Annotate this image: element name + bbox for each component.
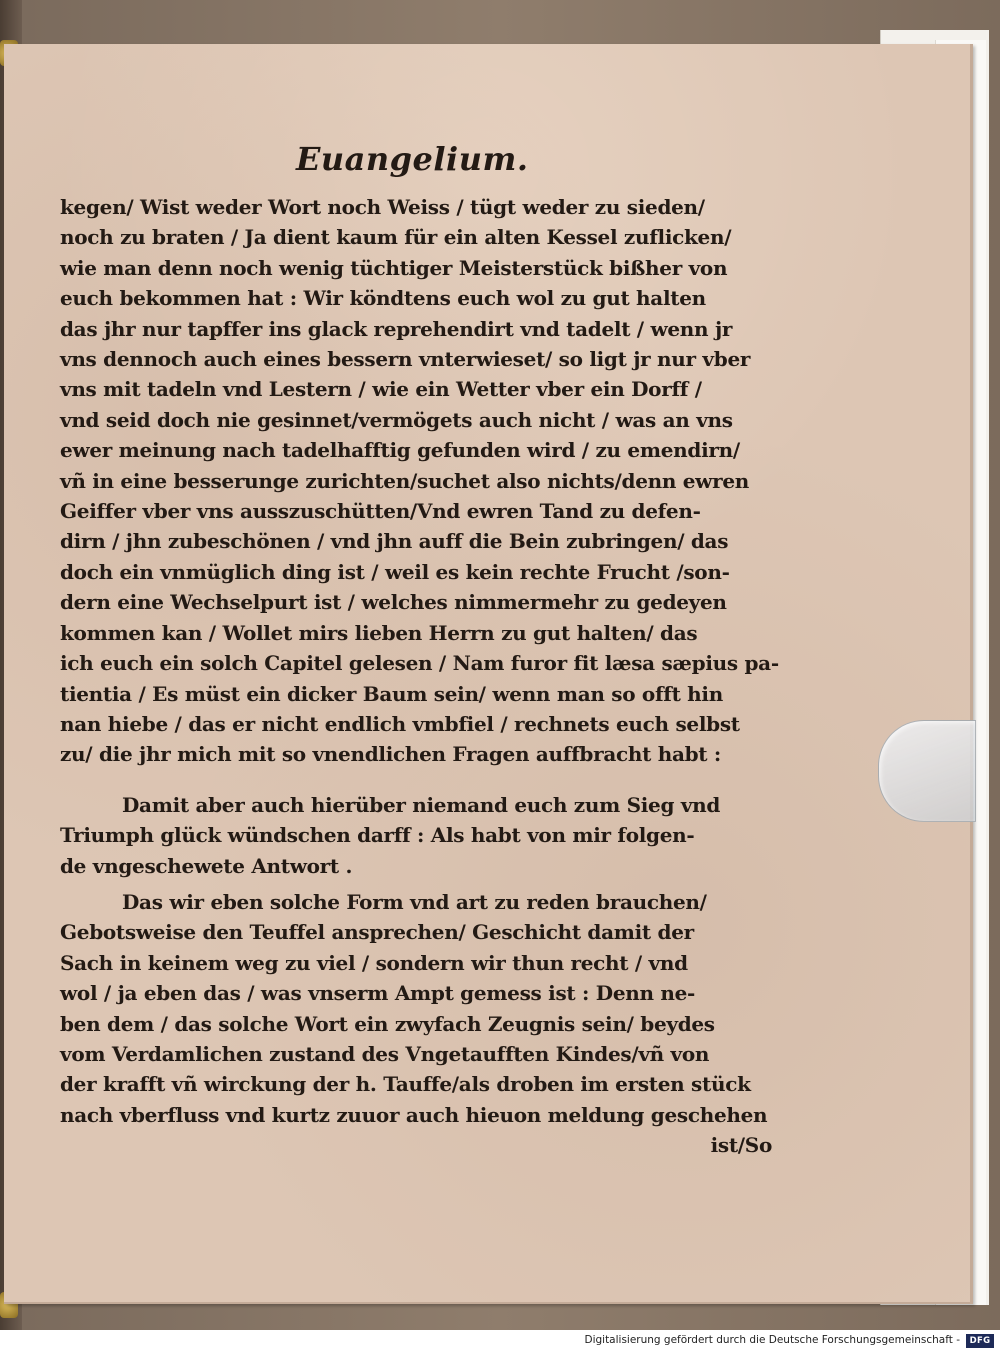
text-line: Damit aber auch hierüber niemand euch zum Sieg vnd: [122, 792, 721, 817]
text-line: euch bekommen hat : Wir köndtens euch wol zu gut halten: [60, 286, 706, 311]
text-line: vom Verdamlichen zustand des Vngetaufften Kindes/vñ von: [60, 1041, 710, 1066]
text-line: nan hiebe / das er nicht endlich vmbfiel / rechnets euch selbst: [60, 711, 740, 736]
text-line: Das wir eben solche Form vnd art zu reden brauchen/: [122, 889, 707, 914]
text-line: dirn / jhn zubeschönen / vnd jhn auff die Bein zubringen/ das: [60, 529, 729, 554]
text-line: nach vberfluss vnd kurtz zuuor auch hieuon meldung geschehen: [60, 1102, 768, 1127]
page-clip: [878, 720, 976, 822]
text-line: Sach in keinem weg zu viel / sondern wir thun recht / vnd: [60, 950, 688, 975]
text-line: dern eine Wechselpurt ist / welches nimmermehr zu gedeyen: [60, 590, 727, 615]
text-line: Geiffer vber vns ausszuschütten/Vnd ewren Tand zu defen-: [60, 499, 701, 524]
text-line: zu/ die jhr mich mit so vnendlichen Fragen auffbracht habt :: [60, 742, 721, 767]
text-line: noch zu braten / Ja dient kaum für ein alten Kessel zuflicken/: [60, 225, 732, 250]
paragraph-gap: [60, 770, 772, 790]
text-line: der krafft vñ wirckung der h. Tauffe/als droben im ersten stück: [60, 1072, 751, 1097]
text-line: vñ in eine besserunge zurichten/suchet also nichts/denn ewren: [60, 468, 750, 493]
paragraph-2: [60, 790, 772, 881]
text-line: wol / ja eben das / was vnserm Ampt gemess ist : Denn ne-: [60, 981, 696, 1006]
text-line: das jhr nur tapffer ins glack reprehendirt vnd tadelt / wenn jr: [60, 316, 733, 341]
text-line: ben dem / das solche Wort ein zwyfach Zeugnis sein/ beydes: [60, 1011, 715, 1036]
running-heading: Euangelium.: [296, 140, 529, 178]
text-line: Triumph glück wündschen darff : Als habt von mir folgen-: [60, 823, 695, 848]
dfg-logo-icon: DFG: [966, 1334, 994, 1348]
paragraph-3: [60, 887, 772, 1161]
funding-credit: Digitalisierung gefördert durch die Deutsche Forschungsgemeinschaft -: [584, 1334, 960, 1346]
catchword: ist/So: [710, 1133, 772, 1158]
text-line: kegen/ Wist weder Wort noch Weiss / tügt weder zu sieden/: [60, 195, 705, 219]
text-line: ich euch ein solch Capitel gelesen / Nam furor fit læsa sæpius pa-: [60, 651, 779, 676]
text-line: de vngeschewete Antwort .: [60, 853, 353, 878]
text-line: kommen kan / Wollet mirs lieben Herrn zu gut halten/ das: [60, 620, 698, 645]
page-text: [60, 130, 779, 1161]
text-line: vns mit tadeln vnd Lestern / wie ein Wetter vber ein Dorff /: [60, 377, 702, 402]
text-line: tientia / Es müst ein dicker Baum sein/ wenn man so offt hin: [60, 681, 723, 706]
paragraph-1: [60, 192, 779, 770]
text-line: Gebotsweise den Teuffel ansprechen/ Geschicht damit der: [60, 920, 694, 945]
text-line: doch ein vnmüglich ding ist / weil es kein rechte Frucht /son-: [60, 559, 730, 584]
book-page: [4, 44, 973, 1304]
text-line: wie man denn noch wenig tüchtiger Meisterstück bißher von: [60, 255, 728, 280]
text-line: vnd seid doch nie gesinnet/vermögets auch nicht / was an vns: [60, 407, 733, 432]
text-line: ewer meinung nach tadelhafftig gefunden wird / zu emendirn/: [60, 438, 740, 463]
footer-bar: [0, 1330, 1000, 1354]
text-line: vns dennoch auch eines bessern vnterwieset/ so ligt jr nur vber: [60, 347, 751, 372]
